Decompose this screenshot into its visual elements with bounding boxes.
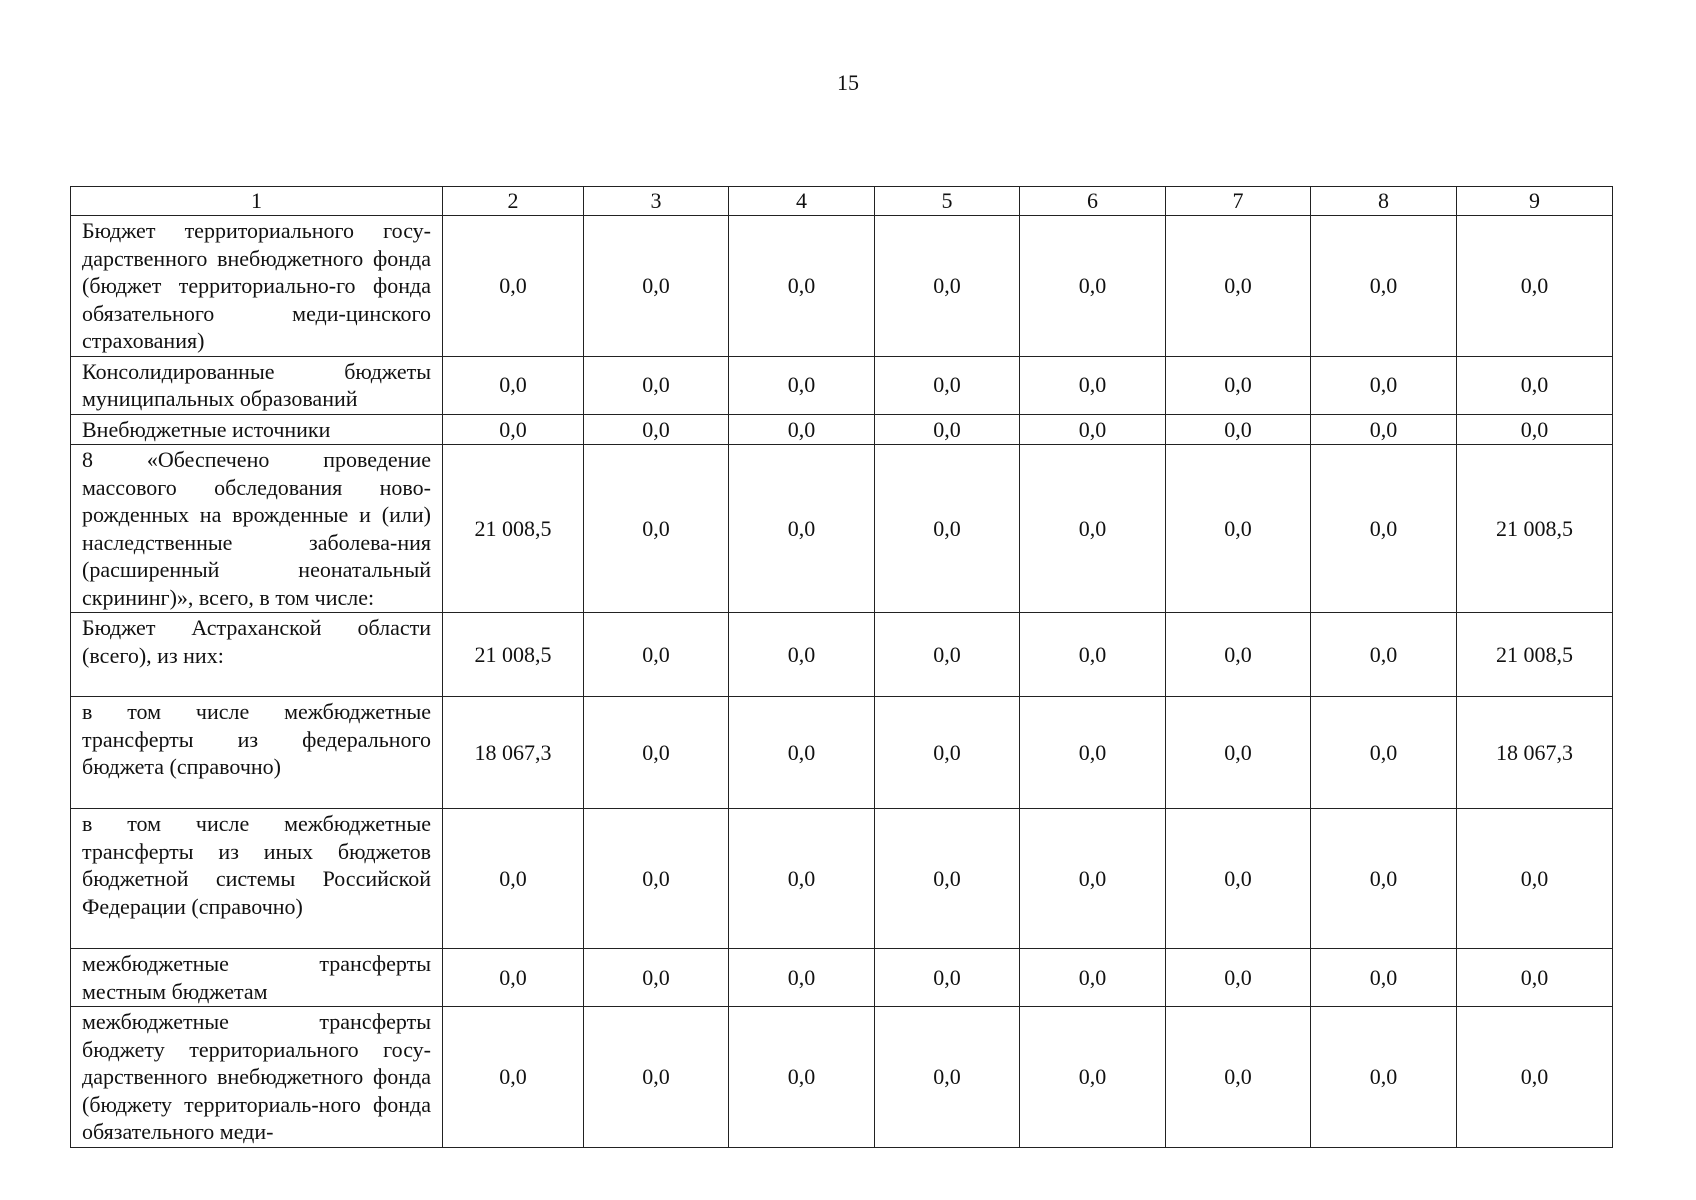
value-cell: 21 008,5	[443, 613, 584, 697]
table-row	[71, 697, 1613, 809]
value-cell: 0,0	[443, 414, 584, 445]
table-row	[71, 216, 1613, 357]
value-cell: 0,0	[1020, 1007, 1166, 1148]
value-cell: 21 008,5	[1457, 613, 1613, 697]
column-header: 1	[71, 187, 443, 216]
value-cell: 0,0	[729, 414, 875, 445]
value-cell: 0,0	[1166, 697, 1311, 809]
row-label: Бюджет территориального госу-дарственного внебюджетного фонда (бюджет территориально-го фонда обязательного меди-цинского страхования)	[71, 216, 443, 357]
column-header: 3	[584, 187, 729, 216]
value-cell: 0,0	[1166, 613, 1311, 697]
value-cell: 0,0	[584, 445, 729, 613]
value-cell: 0,0	[443, 809, 584, 949]
value-cell: 0,0	[729, 1007, 875, 1148]
value-cell: 0,0	[875, 1007, 1020, 1148]
value-cell: 0,0	[1311, 1007, 1457, 1148]
value-cell: 0,0	[1166, 1007, 1311, 1148]
value-cell: 0,0	[584, 809, 729, 949]
value-cell: 0,0	[584, 216, 729, 357]
value-cell: 0,0	[584, 414, 729, 445]
value-cell: 0,0	[729, 445, 875, 613]
value-cell: 0,0	[1311, 445, 1457, 613]
column-header: 5	[875, 187, 1020, 216]
value-cell: 0,0	[1020, 414, 1166, 445]
value-cell: 0,0	[1020, 356, 1166, 414]
value-cell: 0,0	[1020, 445, 1166, 613]
value-cell: 21 008,5	[1457, 445, 1613, 613]
value-cell: 0,0	[584, 697, 729, 809]
value-cell: 18 067,3	[1457, 697, 1613, 809]
value-cell: 0,0	[1457, 216, 1613, 357]
value-cell: 18 067,3	[443, 697, 584, 809]
value-cell: 0,0	[1457, 414, 1613, 445]
table-row	[71, 356, 1613, 414]
value-cell: 0,0	[1020, 949, 1166, 1007]
table-header-row	[71, 187, 1613, 216]
row-label: межбюджетные трансферты бюджету территориального госу-дарственного внебюджетного фонда (бюджету территориаль-ного фонда обязательного меди-	[71, 1007, 443, 1148]
value-cell: 0,0	[1457, 949, 1613, 1007]
value-cell: 0,0	[1020, 809, 1166, 949]
value-cell: 0,0	[875, 356, 1020, 414]
value-cell: 0,0	[1311, 697, 1457, 809]
value-cell: 0,0	[875, 809, 1020, 949]
value-cell: 0,0	[1166, 356, 1311, 414]
row-label: в том числе межбюджетные трансферты из федерального бюджета (справочно)	[71, 697, 443, 809]
value-cell: 0,0	[1311, 356, 1457, 414]
table-row	[71, 613, 1613, 697]
value-cell: 0,0	[729, 356, 875, 414]
value-cell: 0,0	[1166, 809, 1311, 949]
value-cell: 0,0	[1457, 809, 1613, 949]
value-cell: 0,0	[729, 613, 875, 697]
value-cell: 0,0	[1166, 445, 1311, 613]
page-number: 15	[837, 70, 859, 95]
value-cell: 0,0	[1166, 216, 1311, 357]
value-cell: 0,0	[875, 613, 1020, 697]
value-cell: 0,0	[584, 356, 729, 414]
value-cell: 0,0	[443, 949, 584, 1007]
value-cell: 0,0	[729, 216, 875, 357]
value-cell: 0,0	[1311, 414, 1457, 445]
value-cell: 0,0	[584, 949, 729, 1007]
value-cell: 0,0	[1311, 809, 1457, 949]
table-row	[71, 414, 1613, 445]
value-cell: 0,0	[729, 809, 875, 949]
row-label: межбюджетные трансферты местным бюджетам	[71, 949, 443, 1007]
value-cell: 0,0	[875, 697, 1020, 809]
value-cell: 0,0	[1166, 949, 1311, 1007]
value-cell: 0,0	[443, 216, 584, 357]
budget-table	[70, 186, 1613, 1148]
value-cell: 0,0	[1457, 1007, 1613, 1148]
table-row	[71, 445, 1613, 613]
table-row	[71, 1007, 1613, 1148]
value-cell: 0,0	[1311, 613, 1457, 697]
row-label: Внебюджетные источники	[71, 414, 443, 445]
value-cell: 21 008,5	[443, 445, 584, 613]
value-cell: 0,0	[875, 445, 1020, 613]
table-row	[71, 809, 1613, 949]
value-cell: 0,0	[1166, 414, 1311, 445]
value-cell: 0,0	[1020, 697, 1166, 809]
value-cell: 0,0	[729, 697, 875, 809]
value-cell: 0,0	[443, 356, 584, 414]
column-header: 4	[729, 187, 875, 216]
value-cell: 0,0	[443, 1007, 584, 1148]
value-cell: 0,0	[1457, 356, 1613, 414]
table-row	[71, 949, 1613, 1007]
row-label: Бюджет Астраханской области (всего), из них:	[71, 613, 443, 697]
value-cell: 0,0	[875, 414, 1020, 445]
value-cell: 0,0	[584, 613, 729, 697]
column-header: 8	[1311, 187, 1457, 216]
value-cell: 0,0	[875, 949, 1020, 1007]
value-cell: 0,0	[875, 216, 1020, 357]
value-cell: 0,0	[1020, 216, 1166, 357]
column-header: 2	[443, 187, 584, 216]
value-cell: 0,0	[584, 1007, 729, 1148]
row-label: в том числе межбюджетные трансферты из иных бюджетов бюджетной системы Российской Федерации (справочно)	[71, 809, 443, 949]
value-cell: 0,0	[1311, 216, 1457, 357]
column-header: 9	[1457, 187, 1613, 216]
value-cell: 0,0	[729, 949, 875, 1007]
value-cell: 0,0	[1020, 613, 1166, 697]
row-label: Консолидированные бюджеты муниципальных образований	[71, 356, 443, 414]
row-label: 8 «Обеспечено проведение массового обследования ново-рожденных на врожденные и (или) наследственные заболева-ния (расширенный неонатальный скрининг)», всего, в том числе:	[71, 445, 443, 613]
value-cell: 0,0	[1311, 949, 1457, 1007]
column-header: 7	[1166, 187, 1311, 216]
column-header: 6	[1020, 187, 1166, 216]
